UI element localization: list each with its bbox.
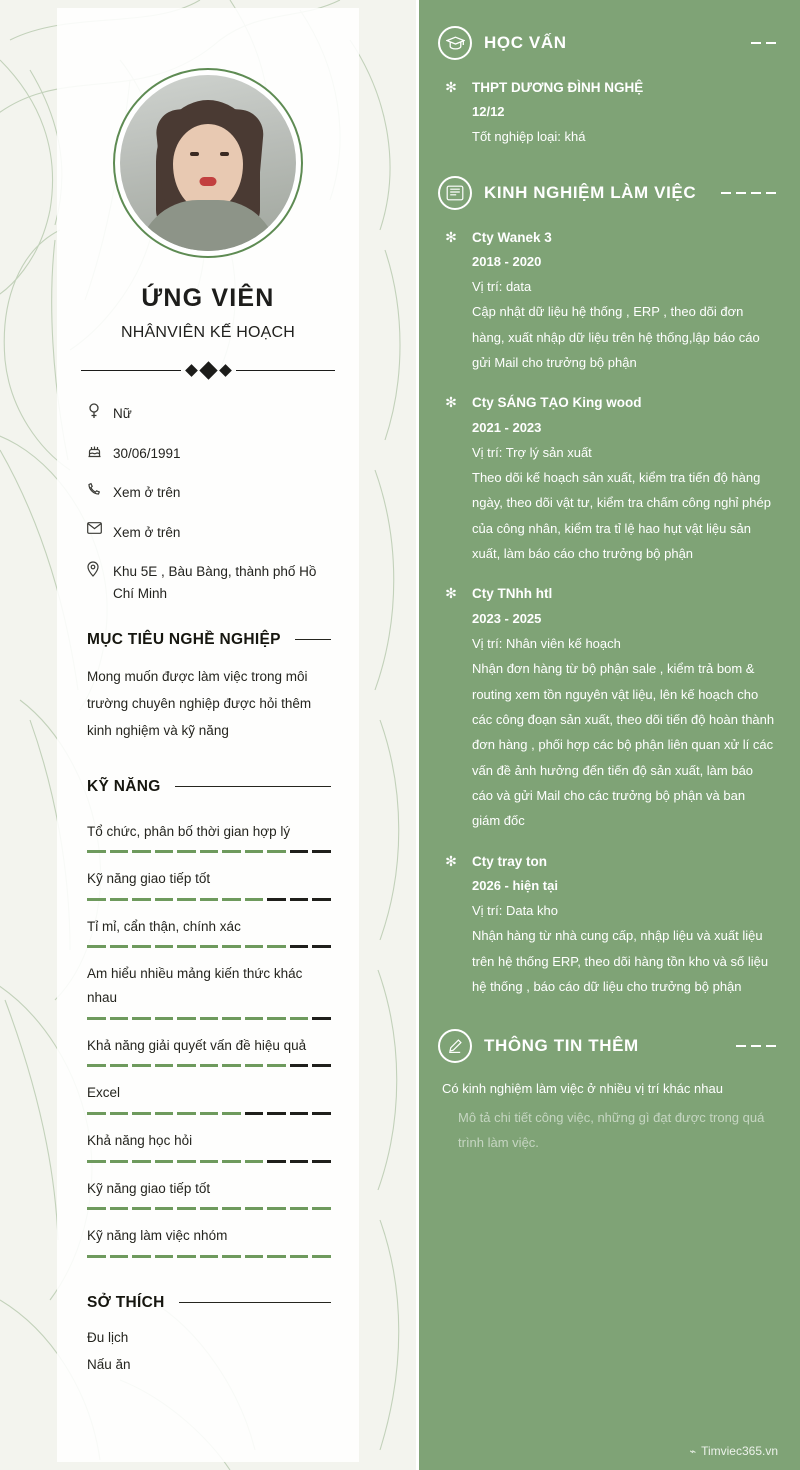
skill-level-segment <box>200 1207 219 1210</box>
experience-item <box>438 582 776 833</box>
section-rule <box>179 1302 331 1303</box>
skill-level-segment <box>155 1064 174 1067</box>
skill-item <box>87 962 331 1019</box>
section-title: SỞ THÍCH <box>87 1293 165 1311</box>
additional-placeholder: Mô tả chi tiết công việc, những gì đạt được trong quá trình làm việc. <box>458 1109 765 1150</box>
contact-item-phone[interactable] <box>87 482 331 504</box>
skill-level-segment <box>132 1017 151 1020</box>
experience-position: Vị trí: Nhân viên kế hoạch <box>472 635 621 651</box>
skill-level-segment <box>132 850 151 853</box>
skill-label: Kỹ năng giao tiếp tốt <box>87 1180 211 1196</box>
skill-level-segment <box>155 945 174 948</box>
skill-level-segment <box>290 1160 309 1163</box>
experience-item-body <box>472 850 776 1000</box>
skill-level-segment <box>267 1017 286 1020</box>
skill-level-bar <box>87 1112 331 1115</box>
skill-level-segment <box>177 898 196 901</box>
skill-level-segment <box>132 1207 151 1210</box>
avatar <box>113 68 303 258</box>
skill-level-segment <box>110 945 129 948</box>
skill-level-segment <box>200 1160 219 1163</box>
section-header-objective <box>57 631 359 649</box>
skill-level-segment <box>312 1255 331 1258</box>
phone-icon <box>87 482 113 496</box>
skill-level-segment <box>110 1064 129 1067</box>
skill-level-segment <box>267 1207 286 1210</box>
skill-level-segment <box>132 1112 151 1115</box>
skill-level-segment <box>200 1112 219 1115</box>
skill-level-segment <box>110 1255 129 1258</box>
contact-item-location <box>87 561 331 604</box>
skill-level-segment <box>267 1160 286 1163</box>
section-title: THÔNG TIN THÊM <box>484 1036 639 1056</box>
skill-label: Kỹ năng làm việc nhóm <box>87 1228 228 1244</box>
experience-date: 2021 - 2023 <box>472 419 542 435</box>
skill-level-segment <box>290 1255 309 1258</box>
skill-level-segment <box>87 945 106 948</box>
skill-level-segment <box>87 1112 106 1115</box>
skill-level-segment <box>290 1112 309 1115</box>
diamond-icon <box>185 364 198 377</box>
skill-level-segment <box>290 850 309 853</box>
section-header-education <box>438 26 776 60</box>
experience-position: Vị trí: Trợ lý sản xuất <box>472 444 592 460</box>
skill-level-bar <box>87 1207 331 1210</box>
education-list <box>438 76 776 150</box>
skill-item <box>87 1081 331 1115</box>
skill-level-segment <box>132 945 151 948</box>
profile-card <box>57 8 359 1462</box>
skill-label: Excel <box>87 1085 121 1101</box>
divider-ornament <box>81 364 335 377</box>
skill-label: Khả năng giải quyết vấn đề hiệu quả <box>87 1037 307 1053</box>
skill-level-segment <box>222 1160 241 1163</box>
skill-level-segment <box>155 1160 174 1163</box>
skill-level-segment <box>267 850 286 853</box>
skill-level-bar <box>87 1160 331 1163</box>
skill-level-segment <box>177 1255 196 1258</box>
skill-level-segment <box>87 1255 106 1258</box>
diamond-icon <box>199 361 217 379</box>
skill-level-bar <box>87 945 331 948</box>
experience-description: Theo dõi kế hoạch sản xuất, kiểm tra tiến độ hàng ngày, theo dõi vật tư, kiểm tra chấm công nghỉ phép của công nhân, kiểm tra tỉ lệ hao hụt vật liệu sản xuất, làm báo cáo cho trưởng bộ phận <box>472 470 771 562</box>
skill-level-segment <box>132 898 151 901</box>
skill-level-segment <box>267 1064 286 1067</box>
dash-mark <box>736 192 746 194</box>
experience-organization: Cty TNhh htl <box>472 586 553 602</box>
skill-level-segment <box>155 1255 174 1258</box>
skill-level-segment <box>222 1207 241 1210</box>
experience-description: Nhận đơn hàng từ bộ phận sale , kiểm trả bom & routing xem tồn nguyên vật liệu, lên kế hoạch cho các công đoạn sản xuất, theo dõi tiến độ hoàn thành đơn hàng , phối hợp các bộ phận liên quan xử lí các vấn đề ảnh hưởng đến tiến độ sản xuất, làm báo cáo và gửi Mail cho các trưởng bộ phận và ban giám đốc <box>472 661 775 829</box>
skill-level-bar <box>87 850 331 853</box>
dash-mark <box>721 192 731 194</box>
experience-date: 2023 - 2025 <box>472 610 542 626</box>
skill-level-segment <box>177 1017 196 1020</box>
education-date: 12/12 <box>472 104 505 120</box>
skill-level-segment <box>245 1207 264 1210</box>
section-title: MỤC TIÊU NGHỀ NGHIỆP <box>87 630 281 648</box>
skill-level-segment <box>155 850 174 853</box>
experience-organization: Cty SÁNG TẠO King wood <box>472 395 642 411</box>
contact-value: 30/06/1991 <box>113 445 181 461</box>
additional-text: Có kinh nghiệm làm việc ở nhiều vị trí khác nhau <box>442 1081 723 1097</box>
skill-level-segment <box>290 1064 309 1067</box>
skill-label: Kỹ năng giao tiếp tốt <box>87 871 211 887</box>
skill-item <box>87 867 331 901</box>
dash-mark <box>766 1045 776 1047</box>
section-dashes <box>708 192 776 194</box>
experience-date: 2026 - hiện tại <box>472 877 558 893</box>
experience-item <box>438 850 776 1000</box>
asterisk-icon: ✻ <box>445 228 457 245</box>
contact-value: Nữ <box>113 406 132 421</box>
hobbies-list <box>57 1312 359 1378</box>
experience-description: Nhận hàng từ nhà cung cấp, nhập liệu và xuất liệu trên hệ thống ERP, theo dõi hàng tồn kho và số liệu hệ thống , báo cáo dữ liệu cho trưởng bộ phận <box>472 928 769 994</box>
skill-label: Tổ chức, phân bố thời gian hợp lý <box>87 823 291 839</box>
contact-value: Xem ở trên <box>113 524 181 540</box>
education-position: Tốt nghiệp loại: khá <box>472 129 586 145</box>
section-rule <box>175 786 331 787</box>
skill-level-segment <box>222 1112 241 1115</box>
skill-level-segment <box>155 1112 174 1115</box>
skill-item <box>87 820 331 854</box>
location-icon <box>87 561 113 577</box>
skills-list <box>57 796 359 1258</box>
section-title: HỌC VẤN <box>484 33 567 52</box>
dash-mark <box>751 192 761 194</box>
skill-label: Am hiểu nhiều mảng kiến thức khác nhau <box>87 966 303 1006</box>
experience-organization: Cty Wanek 3 <box>472 229 552 245</box>
experience-date: 2018 - 2020 <box>472 253 542 269</box>
section-dashes <box>579 42 776 44</box>
brand-mark-icon: ⌁ <box>689 1445 697 1458</box>
candidate-job-title: NHÂNVIÊN KẾ HOẠCH <box>120 324 296 341</box>
skill-level-bar <box>87 1064 331 1067</box>
skill-level-segment <box>132 1160 151 1163</box>
skill-label: Khả năng học hỏi <box>87 1132 193 1148</box>
skill-item <box>87 1034 331 1068</box>
skill-item <box>87 1224 331 1258</box>
skill-level-segment <box>245 898 264 901</box>
skill-level-segment <box>222 1017 241 1020</box>
birthday-icon <box>87 443 113 458</box>
skill-level-segment <box>290 1017 309 1020</box>
skill-level-segment <box>177 1112 196 1115</box>
skill-level-bar <box>87 1017 331 1020</box>
skill-level-segment <box>222 898 241 901</box>
footer-brand[interactable] <box>689 1444 778 1458</box>
section-header-additional <box>438 1029 776 1063</box>
email-icon <box>87 522 113 534</box>
skill-level-segment <box>110 1160 129 1163</box>
hobby-item: Nấu ăn <box>87 1356 131 1372</box>
book-icon <box>438 176 472 210</box>
skill-level-segment <box>110 898 129 901</box>
contact-list <box>57 403 359 605</box>
skill-level-bar <box>87 898 331 901</box>
skill-level-segment <box>87 1017 106 1020</box>
experience-position: Vị trí: Data kho <box>472 902 558 918</box>
dash-mark <box>766 42 776 44</box>
asterisk-icon: ✻ <box>445 852 457 869</box>
experience-item-body <box>472 582 776 833</box>
skill-level-segment <box>87 898 106 901</box>
skill-level-segment <box>132 1255 151 1258</box>
diamond-icon <box>219 364 232 377</box>
skill-item <box>87 1177 331 1211</box>
skill-level-segment <box>87 1160 106 1163</box>
skill-level-segment <box>290 898 309 901</box>
experience-list <box>438 226 776 1000</box>
experience-item <box>438 391 776 566</box>
skill-level-segment <box>267 1112 286 1115</box>
section-rule <box>295 639 331 640</box>
skill-level-segment <box>245 1160 264 1163</box>
education-item <box>438 76 776 150</box>
contact-item-email[interactable] <box>87 522 331 544</box>
skill-label: Tỉ mỉ, cẩn thận, chính xác <box>87 918 241 934</box>
skill-level-segment <box>312 1207 331 1210</box>
skill-level-segment <box>110 850 129 853</box>
hobby-item: Đu lịch <box>87 1329 129 1345</box>
skill-level-segment <box>132 1064 151 1067</box>
skill-level-segment <box>312 1017 331 1020</box>
skill-item <box>87 1129 331 1163</box>
skill-level-segment <box>155 1207 174 1210</box>
objective-text: Mong muốn được làm việc trong môi trường chuyên nghiệp được hỏi thêm kinh nghiệm và kỹ năng <box>87 668 312 738</box>
skill-level-segment <box>290 945 309 948</box>
skill-level-segment <box>155 898 174 901</box>
asterisk-icon: ✻ <box>445 585 457 602</box>
skill-level-segment <box>177 1207 196 1210</box>
skill-level-segment <box>312 1112 331 1115</box>
skill-level-segment <box>110 1207 129 1210</box>
experience-item <box>438 226 776 376</box>
experience-organization: Cty tray ton <box>472 853 548 869</box>
skill-level-segment <box>200 1255 219 1258</box>
skill-level-bar <box>87 1255 331 1258</box>
skill-level-segment <box>312 850 331 853</box>
section-title: KINH NGHIỆM LÀM VIỆC <box>484 182 697 202</box>
skill-level-segment <box>312 898 331 901</box>
skill-level-segment <box>155 1017 174 1020</box>
skill-level-segment <box>87 1064 106 1067</box>
dash-mark <box>751 42 761 44</box>
asterisk-icon: ✻ <box>445 394 457 411</box>
section-title: KỸ NĂNG <box>87 777 161 795</box>
section-header-experience <box>438 176 776 210</box>
gender-icon <box>87 403 113 419</box>
skill-level-segment <box>245 1255 264 1258</box>
education-organization: THPT DƯƠNG ĐÌNH NGHỆ <box>472 80 644 95</box>
skill-level-segment <box>200 898 219 901</box>
contact-value: Xem ở trên <box>113 485 181 501</box>
skill-level-segment <box>177 1160 196 1163</box>
section-header-skills <box>57 778 359 796</box>
experience-item-body <box>472 226 776 376</box>
contact-item-gender <box>87 403 331 425</box>
skill-level-segment <box>110 1112 129 1115</box>
skill-level-segment <box>200 945 219 948</box>
skill-level-segment <box>200 1017 219 1020</box>
candidate-name: ỨNG VIÊN <box>141 284 275 312</box>
skill-level-segment <box>312 945 331 948</box>
section-dashes <box>651 1045 776 1047</box>
section-header-hobbies <box>57 1294 359 1312</box>
skill-level-segment <box>245 1017 264 1020</box>
dash-mark <box>751 1045 761 1047</box>
skill-level-segment <box>245 1112 264 1115</box>
skill-level-segment <box>267 898 286 901</box>
right-column <box>416 0 800 1470</box>
skill-level-segment <box>267 1255 286 1258</box>
experience-item-body <box>472 391 776 566</box>
skill-level-segment <box>177 850 196 853</box>
pen-circle-icon <box>438 1029 472 1063</box>
skill-level-segment <box>222 1064 241 1067</box>
graduation-cap-icon <box>438 26 472 60</box>
skill-level-segment <box>312 1160 331 1163</box>
contact-value: Khu 5E , Bàu Bàng, thành phố Hồ Chí Minh <box>113 564 317 601</box>
skill-level-segment <box>110 1017 129 1020</box>
skill-level-segment <box>222 945 241 948</box>
skill-level-segment <box>222 850 241 853</box>
dash-mark <box>736 1045 746 1047</box>
skill-level-segment <box>177 1064 196 1067</box>
skill-level-segment <box>245 945 264 948</box>
skill-level-segment <box>200 850 219 853</box>
contact-item-birthday <box>87 443 331 465</box>
dash-mark <box>766 192 776 194</box>
asterisk-icon: ✻ <box>445 79 457 95</box>
skill-level-segment <box>290 1207 309 1210</box>
skill-level-segment <box>267 945 286 948</box>
skill-level-segment <box>245 1064 264 1067</box>
education-item-body <box>472 76 776 150</box>
experience-position: Vị trí: data <box>472 279 532 295</box>
skill-level-segment <box>312 1064 331 1067</box>
brand-name: Timviec365.vn <box>701 1444 778 1458</box>
avatar-photo <box>120 75 296 251</box>
experience-description: Cập nhật dữ liệu hệ thống , ERP , theo dõi đơn hàng, xuất nhập dữ liệu trên hệ thống,lập báo cáo gửi Mail cho trưởng bộ phận <box>472 304 760 371</box>
skill-level-segment <box>177 945 196 948</box>
skill-level-segment <box>87 850 106 853</box>
skill-item <box>87 915 331 949</box>
skill-level-segment <box>245 850 264 853</box>
skill-level-segment <box>222 1255 241 1258</box>
skill-level-segment <box>87 1207 106 1210</box>
skill-level-segment <box>200 1064 219 1067</box>
